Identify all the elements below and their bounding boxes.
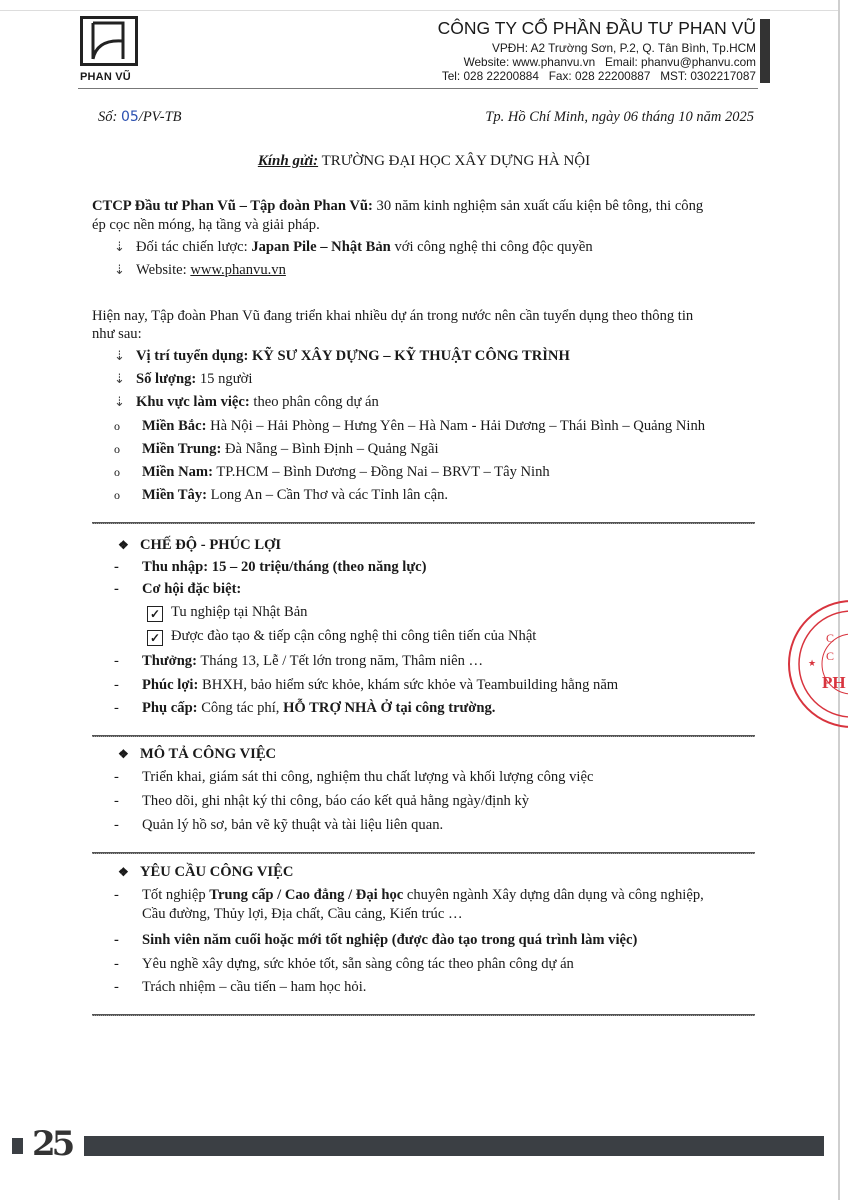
recipient	[0, 153, 848, 170]
label: Miền Bắc:	[142, 418, 207, 434]
number-suffix: /PV-TB	[138, 109, 182, 125]
region-south	[114, 464, 550, 481]
footer-bar	[84, 1136, 824, 1156]
section-divider	[92, 735, 755, 737]
section-divider	[92, 1014, 755, 1016]
requirement-item	[114, 979, 366, 996]
requirement-item-cont: Cầu đường, Thủy lợi, Địa chất, Cầu cảng, Kiến trúc …	[142, 906, 463, 922]
heading-text: CHẾ ĐỘ - PHÚC LỢI	[140, 537, 282, 553]
requirements-heading	[118, 864, 293, 881]
dash-bullet-icon: -	[114, 979, 119, 995]
checkbox-checked-icon: ✓	[147, 606, 163, 622]
requirement-item	[114, 887, 704, 904]
scan-top-edge	[0, 10, 840, 11]
job-item	[114, 793, 529, 810]
benefits-heading	[118, 537, 281, 554]
text: Công tác phí,	[197, 700, 284, 716]
text: Được đào tạo & tiếp cận công nghệ thi công tiên tiến của Nhật	[171, 628, 537, 644]
text: Quản lý hồ sơ, bản vẽ kỹ thuật và tài liệu liên quan.	[142, 817, 444, 833]
arrow-down-bullet-icon: ⇣	[114, 371, 125, 386]
website-link[interactable]: www.phanvu.vn	[190, 262, 286, 278]
benefit-special	[114, 581, 241, 598]
text: chuyên ngành Xây dựng dân dụng và công nghiệp,	[403, 887, 704, 903]
text: Yêu nghề xây dựng, sức khỏe tốt, sẵn sàng công tác theo phân công dự án	[142, 956, 574, 972]
company-name: CÔNG TY CỔ PHẦN ĐẦU TƯ PHAN VŨ	[437, 18, 756, 38]
section-divider	[92, 522, 755, 524]
dash-bullet-icon: -	[114, 769, 119, 785]
number-label: Số:	[98, 109, 118, 125]
circle-bullet-icon: o	[114, 488, 120, 502]
dash-bullet-icon: -	[114, 677, 119, 693]
dash-bullet-icon: -	[114, 817, 119, 833]
footer-square	[12, 1138, 23, 1154]
region-central	[114, 441, 439, 458]
value: Đà Nẵng – Bình Định – Quảng Ngãi	[221, 441, 439, 457]
benefit-check-1	[147, 604, 307, 622]
text: Tốt nghiệp	[142, 887, 210, 903]
dash-bullet-icon: -	[114, 653, 119, 669]
label: Miền Trung:	[142, 441, 222, 457]
svg-text:C: C	[826, 631, 835, 645]
value: KỸ SƯ XÂY DỰNG – KỸ THUẬT CÔNG TRÌNH	[248, 348, 570, 364]
text: Tháng 13, Lễ / Tết lớn trong năm, Thâm niên …	[196, 653, 484, 669]
text: Cơ hội đặc biệt:	[142, 581, 242, 597]
requirement-item	[114, 956, 574, 973]
dash-bullet-icon: -	[114, 887, 119, 903]
recipient-label: Kính gửi:	[257, 153, 319, 169]
text-bold: Trung cấp / Cao đẳng / Đại học	[209, 887, 404, 903]
arrow-down-bullet-icon: ⇣	[114, 262, 125, 277]
logo-text: PHAN VŨ	[80, 71, 131, 83]
arrow-down-bullet-icon: ⇣	[114, 348, 125, 363]
circle-bullet-icon: o	[114, 419, 120, 433]
label: Phụ cấp:	[142, 700, 198, 716]
label: Vị trí tuyển dụng:	[136, 348, 249, 364]
region-west	[114, 487, 448, 504]
arrow-down-bullet-icon: ⇣	[114, 394, 125, 409]
svg-text:PH: PH	[822, 673, 846, 692]
company-phone: Tel: 028 22200884 Fax: 028 22200887 MST: 0302217087	[441, 69, 756, 83]
company-intro-bold: CTCP Đầu tư Phan Vũ – Tập đoàn Phan Vũ:	[92, 198, 373, 214]
heading-text: YÊU CẦU CÔNG VIỆC	[140, 864, 294, 880]
text: Tu nghiệp tại Nhật Bản	[171, 604, 308, 620]
dash-bullet-icon: -	[114, 932, 119, 948]
benefit-welfare	[114, 677, 618, 694]
company-logo	[80, 16, 138, 66]
text: BHXH, bảo hiểm sức khỏe, khám sức khỏe và Teambuilding hằng năm	[198, 677, 619, 693]
circle-bullet-icon: o	[114, 465, 120, 479]
company-intro-text-2: ép cọc nền móng, hạ tầng và giải pháp.	[92, 217, 320, 233]
job-item	[114, 817, 443, 834]
text: Sinh viên năm cuối hoặc mới tốt nghiệp (được đào tạo trong quá trình làm việc)	[142, 932, 638, 948]
text-bold: HỖ TRỢ NHÀ Ở tại công trường.	[283, 700, 496, 716]
requirement-item	[114, 932, 637, 949]
value: Hà Nội – Hải Phòng – Hưng Yên – Hà Nam - Hải Dương – Thái Bình – Quảng Ninh	[206, 418, 706, 434]
text: Triển khai, giám sát thi công, nghiệm thu chất lượng và khối lượng công việc	[142, 769, 594, 785]
text: Theo dõi, ghi nhật ký thi công, báo cáo kết quả hằng ngày/định kỳ	[142, 793, 530, 809]
job-heading	[118, 746, 276, 763]
company-stamp	[786, 598, 846, 730]
value: TP.HCM – Bình Dương – Đồng Nai – BRVT – Tây Ninh	[212, 464, 550, 480]
label: Phúc lợi:	[142, 677, 199, 693]
label: Miền Nam:	[142, 464, 213, 480]
label: Số lượng:	[136, 371, 197, 387]
arrow-down-bullet-icon: ⇣	[114, 239, 125, 254]
label: Miền Tây:	[142, 487, 207, 503]
job-item	[114, 769, 593, 786]
dash-bullet-icon: -	[114, 581, 119, 597]
benefit-income	[114, 559, 426, 576]
company-address: VPĐH: A2 Trường Sơn, P.2, Q. Tân Bình, Tp.HCM	[491, 41, 756, 55]
recruit-quantity	[114, 371, 252, 388]
recruit-area	[114, 394, 379, 411]
circle-bullet-icon: o	[114, 442, 120, 456]
handwritten-number: 05	[120, 109, 139, 125]
partner-text: với công nghệ thi công độc quyền	[390, 239, 593, 255]
document-date: Tp. Hồ Chí Minh, ngày 06 tháng 10 năm 2025	[485, 109, 754, 125]
document-number	[98, 109, 182, 126]
footer-25-badge: 25	[32, 1124, 72, 1164]
dash-bullet-icon: -	[114, 700, 119, 716]
benefit-check-2	[147, 628, 536, 646]
recruit-position	[114, 348, 570, 365]
header-accent-bar	[760, 19, 770, 83]
dash-bullet-icon: -	[114, 559, 119, 575]
value: 15 người	[196, 371, 253, 387]
heading-text: MÔ TẢ CÔNG VIỆC	[140, 746, 277, 762]
svg-text:★: ★	[808, 659, 817, 669]
dash-bullet-icon: -	[114, 793, 119, 809]
recipient-name: TRƯỜNG ĐẠI HỌC XÂY DỰNG HÀ NỘI	[321, 153, 591, 169]
label: Thưởng:	[142, 653, 197, 669]
benefit-allowance	[114, 700, 495, 717]
value: Long An – Cần Thơ và các Tỉnh lân cận.	[207, 487, 449, 503]
company-contact: Website: www.phanvu.vn Email: phanvu@phanvu.com	[463, 55, 756, 69]
diamond-bullet-icon: ❖	[118, 747, 129, 761]
benefit-bonus	[114, 653, 483, 670]
header-divider	[78, 88, 758, 89]
checkbox-checked-icon: ✓	[147, 630, 163, 646]
intro-paragraph-2: như sau:	[92, 326, 142, 342]
website-label: Website:	[136, 262, 191, 278]
dash-bullet-icon: -	[114, 956, 119, 972]
svg-text:C: C	[826, 649, 835, 663]
value: theo phân công dự án	[249, 394, 379, 410]
section-divider	[92, 852, 755, 854]
partner-label: Đối tác chiến lược:	[136, 239, 252, 255]
intro-paragraph: Hiện nay, Tập đoàn Phan Vũ đang triển khai nhiều dự án trong nước nên cần tuyển dụng theo thông tin	[92, 308, 694, 324]
text: Trách nhiệm – cầu tiến – ham học hỏi.	[142, 979, 367, 995]
label: Khu vực làm việc:	[136, 394, 250, 410]
diamond-bullet-icon: ❖	[118, 538, 129, 552]
company-intro-text: 30 năm kinh nghiệm sản xuất cấu kiện bê tông, thi công	[372, 198, 704, 214]
partner-name: Japan Pile – Nhật Bản	[251, 239, 391, 255]
text: Thu nhập: 15 – 20 triệu/tháng (theo năng lực)	[142, 559, 427, 575]
region-north	[114, 418, 705, 435]
diamond-bullet-icon: ❖	[118, 865, 129, 879]
